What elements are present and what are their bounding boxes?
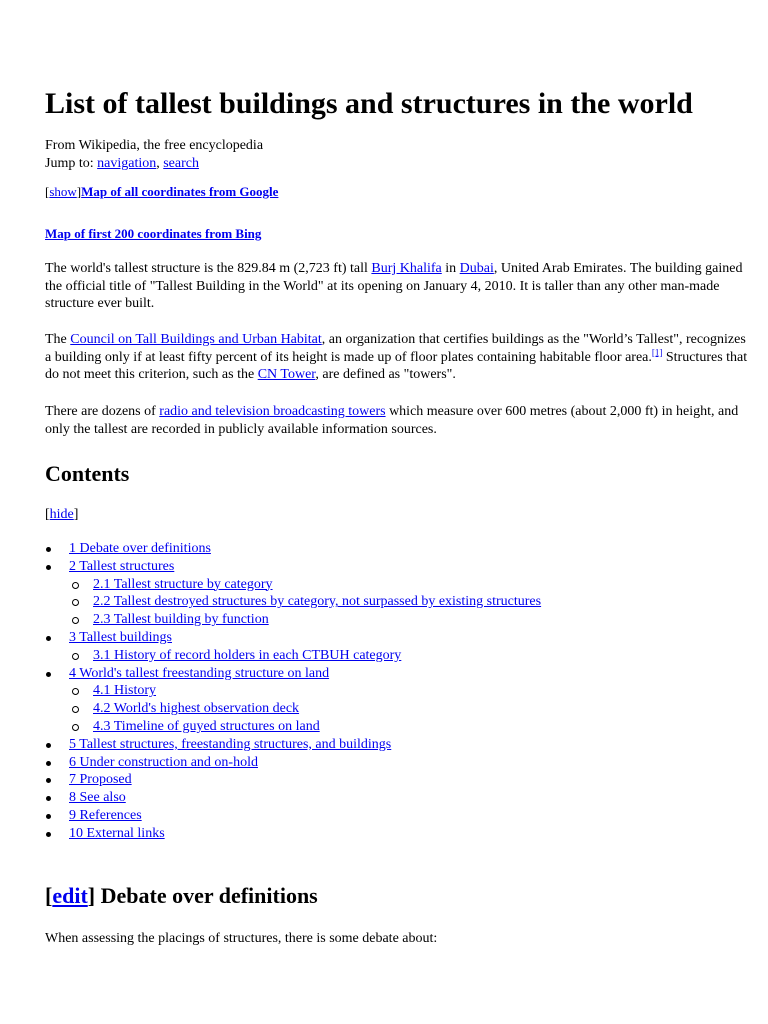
toc-item <box>45 807 748 825</box>
toc-item <box>45 718 748 736</box>
edit-bracket-close: ] <box>87 883 101 908</box>
contents-heading: Contents <box>45 461 130 486</box>
para2-text-4: , are defined as "towers". <box>315 367 456 383</box>
toc-link[interactable]: 3.1 History of record holders in each CTBUH category <box>93 647 402 663</box>
coords-google-row <box>45 183 748 200</box>
jump-prefix: Jump to: <box>45 156 98 171</box>
toc-item <box>45 629 748 647</box>
toc-item <box>45 593 748 611</box>
table-of-contents <box>45 540 748 843</box>
para3-text-2: which measure over 600 metres (about 2,000 ft) in height, and only the tallest are recorded in publicly available information sources. <box>45 404 739 437</box>
para2-text-1: The <box>45 332 71 347</box>
toc-link[interactable]: 2.1 Tallest structure by category <box>93 576 273 592</box>
para1-text-2: in <box>441 261 460 276</box>
toc-bracket-open: [ <box>45 507 50 522</box>
toc-link[interactable]: 6 Under construction and on-hold <box>69 754 258 770</box>
toc-link[interactable]: 4.1 History <box>93 683 156 699</box>
intro-paragraph-2 <box>45 331 748 384</box>
bing-map-link[interactable]: Map of first 200 coordinates from Bing <box>45 226 262 241</box>
toc-link[interactable]: 2.2 Tallest destroyed structures by category, not surpassed by existing structures <box>93 594 542 610</box>
section-text: When assessing the placings of structures, there is some debate about: <box>45 931 438 946</box>
section-heading-debate <box>45 882 318 910</box>
jump-to <box>45 155 748 173</box>
intro-paragraph-3 <box>45 403 748 438</box>
edit-section-link[interactable]: edit <box>52 883 88 908</box>
toc-item <box>45 771 748 789</box>
toc-hide-toggle[interactable]: hide <box>49 507 74 522</box>
toc-item <box>45 682 748 700</box>
toc-link[interactable]: 1 Debate over definitions <box>69 541 211 556</box>
from-line: From Wikipedia, the free encyclopedia <box>45 138 264 153</box>
toc-link[interactable]: 2 Tallest structures <box>69 558 175 574</box>
toc-item <box>45 647 748 665</box>
google-map-link[interactable]: Map of all coordinates from Google <box>81 184 279 199</box>
toc-link[interactable]: 7 Proposed <box>69 772 132 788</box>
toc-item <box>45 825 748 843</box>
jump-search-link[interactable]: search <box>163 156 199 171</box>
toc-item <box>45 558 748 576</box>
toc-link[interactable]: 4.3 Timeline of guyed structures on land <box>93 718 320 734</box>
edit-bracket-open: [ <box>45 883 53 908</box>
toc-item <box>45 736 748 754</box>
para2-text-3: Structures that do not meet this criterion, such as the <box>45 349 748 383</box>
para1-text-1: The world's tallest structure is the 829.84 m (2,723 ft) tall <box>45 261 372 276</box>
toc-item <box>45 540 748 558</box>
toc-link[interactable]: 8 See also <box>69 790 126 806</box>
burj-khalifa-link[interactable]: Burj Khalifa <box>371 261 442 276</box>
toc-item <box>45 576 748 594</box>
coords-show-toggle[interactable]: show <box>49 184 77 199</box>
toc-bracket-close: ] <box>73 507 79 522</box>
para2-text-2: , an organization that certifies buildings as the "World’s Tallest", recognizes a building only if at least fifty percent of its height is made up of floor plates containing habitable floor area. <box>45 332 746 365</box>
toc-item <box>45 665 748 683</box>
cn-tower-link[interactable]: CN Tower <box>257 367 316 383</box>
reference-1-link[interactable]: [1] <box>651 346 663 357</box>
toc-item <box>45 789 748 807</box>
para3-text-1: There are dozens of <box>45 404 160 419</box>
toc-toggle <box>45 506 748 524</box>
toc-link[interactable]: 2.3 Tallest building by function <box>93 612 269 628</box>
jump-navigation-link[interactable]: navigation <box>97 156 157 171</box>
dubai-link[interactable]: Dubai <box>459 261 494 276</box>
toc-link[interactable]: 4 World's tallest freestanding structure on land <box>69 665 330 681</box>
para1-text-3: , United Arab Emirates. The building gained the official title of "Tallest Building in the World" at its opening on January 4, 2010. It is taller than any other man-made structure ever built. <box>45 261 743 312</box>
page-title: List of tallest buildings and structures in the world <box>45 87 693 120</box>
toc-item <box>45 700 748 718</box>
toc-link[interactable]: 10 External links <box>69 825 165 841</box>
coords-bing-row <box>45 225 748 242</box>
toc-link[interactable]: 5 Tallest structures, freestanding structures, and buildings <box>69 736 392 752</box>
coords-bracket-close: ] <box>76 184 82 199</box>
toc-link[interactable]: 9 References <box>69 807 142 823</box>
coords-bracket-open: [ <box>45 184 50 199</box>
broadcast-towers-link[interactable]: radio and television broadcasting towers <box>159 404 386 419</box>
ctbuh-link[interactable]: Council on Tall Buildings and Urban Habitat <box>70 332 322 347</box>
intro-paragraph-1 <box>45 260 748 313</box>
site-sub <box>45 137 748 173</box>
toc-link[interactable]: 4.2 World's highest observation deck <box>93 701 300 717</box>
toc-link[interactable]: 3 Tallest buildings <box>69 629 172 645</box>
jump-sep: , <box>156 156 164 171</box>
toc-item <box>45 611 748 629</box>
section-title: Debate over definitions <box>100 883 318 908</box>
toc-item <box>45 754 748 772</box>
toc-list <box>45 540 748 843</box>
